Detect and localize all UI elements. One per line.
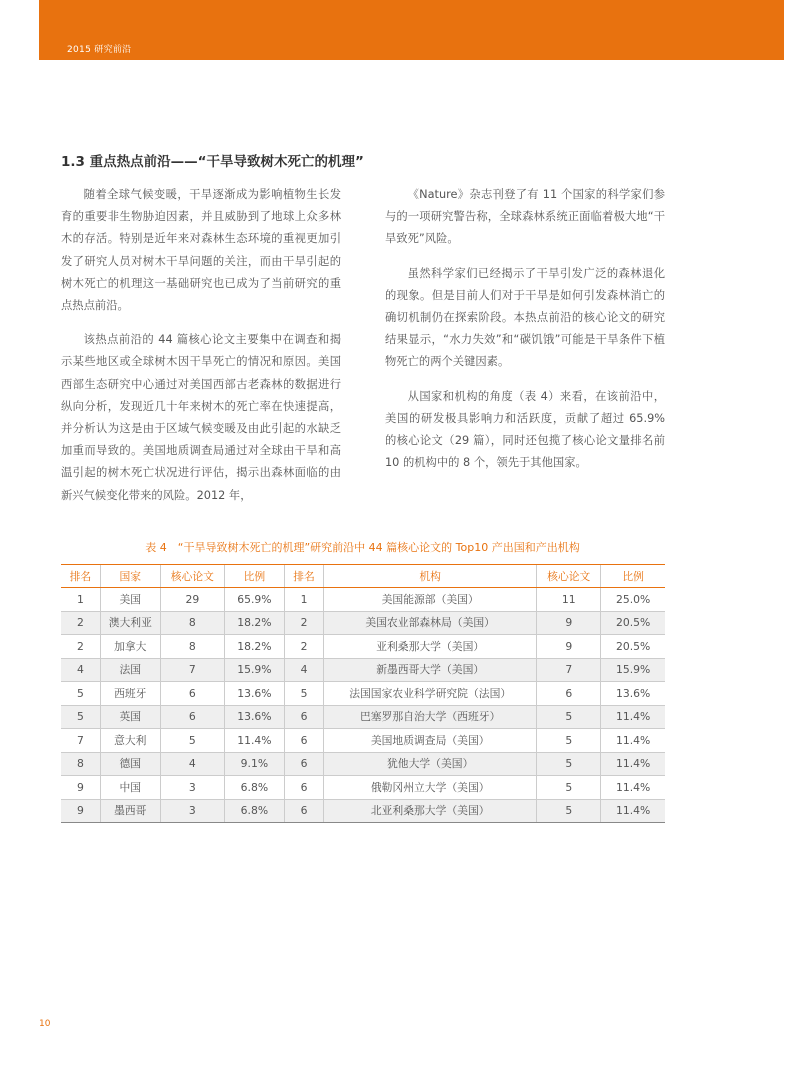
inst-ratio-cell: 20.5%	[601, 635, 665, 659]
header-bar	[39, 0, 784, 60]
country-rank-cell: 9	[61, 776, 100, 800]
page-number: 10	[39, 1019, 51, 1029]
table-row	[61, 658, 665, 682]
inst-rank-cell: 2	[284, 635, 323, 659]
table-row	[61, 776, 665, 800]
paragraph: 虽然科学家们已经揭示了干旱引发广泛的森林退化的现象。但是目前人们对于干旱是如何引发森林消亡的确切机制仍在探索阶段。本热点前沿的核心论文的研究结果显示，“水力失效”和“碳饥饿”可能是干旱条件下植物死亡的两个关键因素。	[385, 266, 665, 369]
header-ratio: 比例	[601, 565, 665, 588]
table-row	[61, 682, 665, 706]
institution-cell: 法国国家农业科学研究院（法国）	[324, 682, 537, 706]
country-papers-cell: 3	[160, 776, 224, 800]
inst-ratio-cell: 13.6%	[601, 682, 665, 706]
country-rank-cell: 8	[61, 752, 100, 776]
table-row	[61, 705, 665, 729]
country-cell: 法国	[100, 658, 160, 682]
country-cell: 美国	[100, 588, 160, 612]
header-country: 国家	[100, 565, 160, 588]
inst-rank-cell: 5	[284, 682, 323, 706]
country-cell: 西班牙	[100, 682, 160, 706]
header-rank: 排名	[61, 565, 100, 588]
header-institution: 机构	[324, 565, 537, 588]
country-papers-cell: 6	[160, 705, 224, 729]
institution-cell: 新墨西哥大学（美国）	[324, 658, 537, 682]
paragraph: 从国家和机构的角度（表 4）来看，在该前沿中，美国的研发极具影响力和活跃度，贡献了超过 65.9% 的核心论文（29 篇），同时还包揽了核心论文量排名前 10 的机构中的 8 个，领先于其他国家。	[385, 389, 665, 470]
inst-papers-cell: 9	[537, 611, 601, 635]
country-rank-cell: 5	[61, 705, 100, 729]
country-cell: 德国	[100, 752, 160, 776]
inst-rank-cell: 1	[284, 588, 323, 612]
inst-ratio-cell: 15.9%	[601, 658, 665, 682]
institution-cell: 亚利桑那大学（美国）	[324, 635, 537, 659]
running-header: 2015 研究前沿	[67, 45, 132, 55]
inst-rank-cell: 4	[284, 658, 323, 682]
institution-cell: 犹他大学（美国）	[324, 752, 537, 776]
country-rank-cell: 9	[61, 799, 100, 823]
inst-papers-cell: 5	[537, 705, 601, 729]
paragraph: 随着全球气候变暖，干旱逐渐成为影响植物生长发育的重要非生物胁迫因素，并且威胁到了地球上众多林木的存活。特别是近年来对森林生态环境的重视更加引发了研究人员对树木干旱问题的关注，而由干旱引起的树木死亡的机理这一基础研究也已成为了当前研究的重点热点前沿。	[61, 188, 341, 313]
left-column	[61, 184, 341, 519]
country-ratio-cell: 15.9%	[224, 658, 284, 682]
country-ratio-cell: 6.8%	[224, 776, 284, 800]
inst-papers-cell: 5	[537, 799, 601, 823]
country-papers-cell: 7	[160, 658, 224, 682]
paragraph: 该热点前沿的 44 篇核心论文主要集中在调查和揭示某些地区或全球树木因干旱死亡的情况和原因。美国西部生态研究中心通过对美国西部古老森林的数据进行纵向分析，发现近几十年来树木的死亡率在快速提高，并分析认为这是由于区域气候变暖及由此引起的水缺乏加重而导致的。美国地质调查局通过对全球由干旱和高温引起的树木死亡状况进行评估，揭示出森林面临的由新兴气候变化带来的风险。2012 年，	[61, 333, 341, 502]
inst-rank-cell: 6	[284, 799, 323, 823]
institution-cell: 巴塞罗那自治大学（西班牙）	[324, 705, 537, 729]
inst-papers-cell: 6	[537, 682, 601, 706]
institution-cell: 美国能源部（美国）	[324, 588, 537, 612]
institution-cell: 俄勒冈州立大学（美国）	[324, 776, 537, 800]
inst-rank-cell: 6	[284, 705, 323, 729]
table-row	[61, 611, 665, 635]
inst-rank-cell: 2	[284, 611, 323, 635]
right-column	[385, 184, 665, 486]
country-ratio-cell: 18.2%	[224, 611, 284, 635]
country-rank-cell: 4	[61, 658, 100, 682]
country-ratio-cell: 18.2%	[224, 635, 284, 659]
institution-cell: 北亚利桑那大学（美国）	[324, 799, 537, 823]
country-papers-cell: 3	[160, 799, 224, 823]
inst-rank-cell: 6	[284, 776, 323, 800]
table-row	[61, 799, 665, 823]
institution-cell: 美国农业部森林局（美国）	[324, 611, 537, 635]
country-papers-cell: 8	[160, 635, 224, 659]
inst-papers-cell: 7	[537, 658, 601, 682]
header-core-papers: 核心论文	[537, 565, 601, 588]
inst-rank-cell: 6	[284, 729, 323, 753]
inst-papers-cell: 9	[537, 635, 601, 659]
inst-ratio-cell: 11.4%	[601, 752, 665, 776]
inst-papers-cell: 5	[537, 776, 601, 800]
country-papers-cell: 6	[160, 682, 224, 706]
country-ratio-cell: 11.4%	[224, 729, 284, 753]
country-rank-cell: 5	[61, 682, 100, 706]
header-rank: 排名	[284, 565, 323, 588]
country-cell: 中国	[100, 776, 160, 800]
inst-ratio-cell: 11.4%	[601, 776, 665, 800]
country-cell: 加拿大	[100, 635, 160, 659]
country-ratio-cell: 13.6%	[224, 705, 284, 729]
country-papers-cell: 4	[160, 752, 224, 776]
country-ratio-cell: 9.1%	[224, 752, 284, 776]
paragraph: 《Nature》杂志刊登了有 11 个国家的科学家们参与的一项研究警告称，全球森林系统正面临着极大地“干旱致死”风险。	[385, 188, 665, 246]
table-header-row	[61, 565, 665, 588]
country-papers-cell: 8	[160, 611, 224, 635]
country-rank-cell: 2	[61, 635, 100, 659]
country-papers-cell: 5	[160, 729, 224, 753]
table-row	[61, 635, 665, 659]
country-rank-cell: 7	[61, 729, 100, 753]
inst-rank-cell: 6	[284, 752, 323, 776]
country-cell: 墨西哥	[100, 799, 160, 823]
inst-ratio-cell: 11.4%	[601, 799, 665, 823]
table-row	[61, 752, 665, 776]
header-ratio: 比例	[224, 565, 284, 588]
inst-ratio-cell: 20.5%	[601, 611, 665, 635]
country-papers-cell: 29	[160, 588, 224, 612]
inst-papers-cell: 5	[537, 729, 601, 753]
section-title: 1.3 重点热点前沿——“干旱导致树木死亡的机理”	[61, 154, 364, 170]
country-cell: 澳大利亚	[100, 611, 160, 635]
inst-papers-cell: 11	[537, 588, 601, 612]
country-ratio-cell: 13.6%	[224, 682, 284, 706]
institution-cell: 美国地质调查局（美国）	[324, 729, 537, 753]
country-rank-cell: 1	[61, 588, 100, 612]
top10-table	[61, 564, 665, 823]
country-ratio-cell: 65.9%	[224, 588, 284, 612]
header-core-papers: 核心论文	[160, 565, 224, 588]
table-caption: 表 4 “干旱导致树木死亡的机理”研究前沿中 44 篇核心论文的 Top10 产出国和产出机构	[145, 541, 580, 554]
inst-ratio-cell: 25.0%	[601, 588, 665, 612]
inst-ratio-cell: 11.4%	[601, 729, 665, 753]
table-row	[61, 729, 665, 753]
country-ratio-cell: 6.8%	[224, 799, 284, 823]
country-rank-cell: 2	[61, 611, 100, 635]
table-row	[61, 588, 665, 612]
country-cell: 意大利	[100, 729, 160, 753]
inst-ratio-cell: 11.4%	[601, 705, 665, 729]
country-cell: 英国	[100, 705, 160, 729]
inst-papers-cell: 5	[537, 752, 601, 776]
